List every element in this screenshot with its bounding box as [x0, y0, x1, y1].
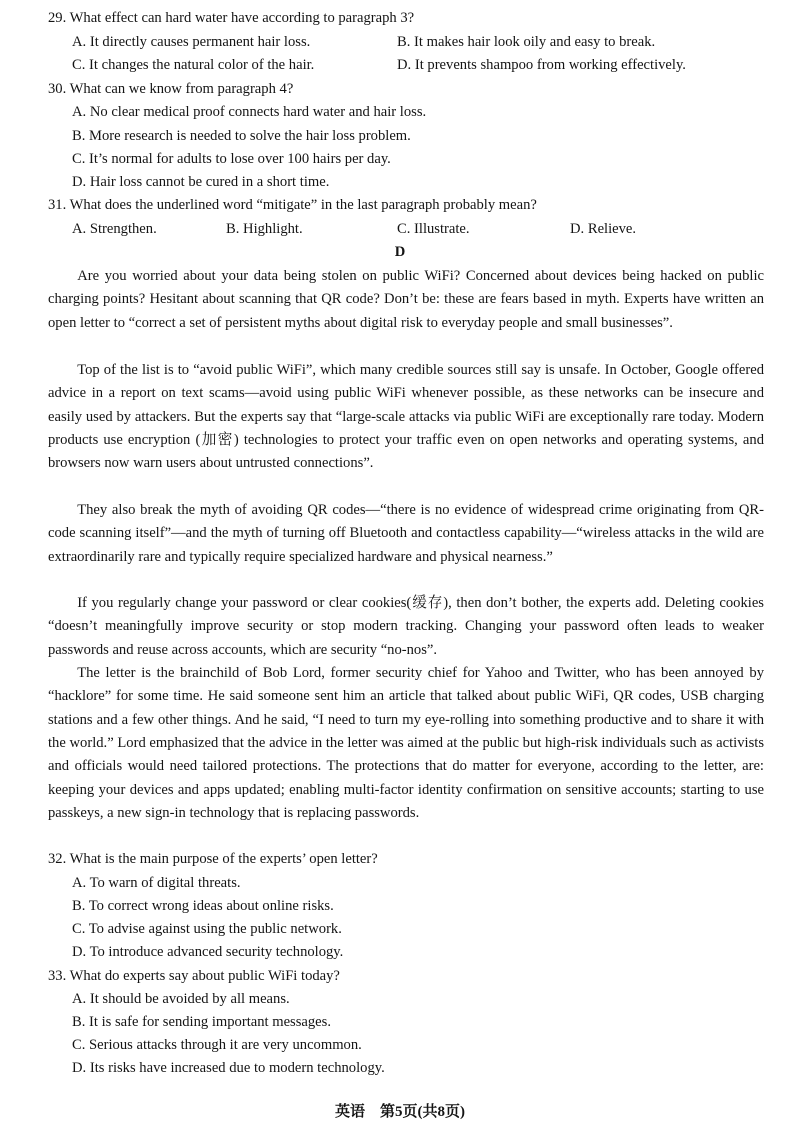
question-33-option-a: A. It should be avoided by all means. [72, 991, 290, 1007]
passage-paragraph-4: If you regularly change your password or clear cookies(缓存), then don’t bother, the experts add. Deleting cookies “doesn’t meaningfully improve security or stop modern tracking. Changing your password often leads to weaker passwords and reuse across accounts, which are security “no-nos”. [48, 595, 764, 658]
question-32-option-a: A. To warn of digital threats. [72, 875, 241, 891]
question-29-option-c: C. It changes the natural color of the hair. [72, 57, 315, 73]
question-31-option-c: C. Illustrate. [397, 221, 470, 237]
question-33-stem: 33. What do experts say about public WiFi today? [48, 968, 340, 984]
passage-paragraph-3: They also break the myth of avoiding QR codes—“there is no evidence of widespread crime originating from QR-code scanning itself”—and the myth of turning off Bluetooth and contactless capability—“wireless attacks in the wild are extraordinarily rare and typically require specialized hardware and physical nearness.” [48, 502, 764, 565]
question-31-option-d: D. Relieve. [570, 221, 637, 237]
question-33-option-c: C. Serious attacks through it are very uncommon. [72, 1037, 362, 1053]
question-31-stem: 31. What does the underlined word “mitigate” in the last paragraph probably mean? [48, 197, 537, 213]
question-29-option-d: D. It prevents shampoo from working effectively. [397, 57, 686, 73]
question-32-option-c: C. To advise against using the public network. [72, 921, 342, 937]
question-32-option-b: B. To correct wrong ideas about online risks. [72, 898, 334, 914]
passage-paragraph-2: Top of the list is to “avoid public WiFi”, which many credible sources still say is unsafe. In October, Google offered advice in a report on text scams—avoid using public WiFi whenever possible, as these networks can be insecure and easily used by attackers. But the experts say that “large-scale attacks via public WiFi are exceptionally rare today. Modern products use encryption (加密) technologies to protect your traffic even on open networks and operating systems, and browsers now warn users about untrusted connections”. [48, 362, 764, 472]
section-heading: D [394, 244, 406, 260]
question-33-option-d: D. Its risks have increased due to modern technology. [72, 1060, 385, 1076]
question-33-option-b: B. It is safe for sending important messages. [72, 1014, 331, 1030]
question-30-option-b: B. More research is needed to solve the hair loss problem. [72, 128, 411, 144]
question-29-option-b: B. It makes hair look oily and easy to break. [397, 34, 656, 50]
question-30-stem: 30. What can we know from paragraph 4? [48, 81, 294, 97]
question-31-option-b: B. Highlight. [226, 221, 303, 237]
question-29-stem: 29. What effect can hard water have according to paragraph 3? [48, 10, 415, 26]
passage-paragraph-1: Are you worried about your data being stolen on public WiFi? Concerned about devices being hacked on public charging points? Hesitant about scanning that QR code? Don’t be: these are fears based in myth. Experts have written an open letter to “correct a set of persistent myths about digital risk to everyday people and small businesses”. [48, 268, 764, 331]
question-30-option-a: A. No clear medical proof connects hard water and hair loss. [72, 104, 427, 120]
page-footer: 英语 第5页(共8页) [335, 1104, 465, 1120]
question-30-option-d: D. Hair loss cannot be cured in a short time. [72, 174, 330, 190]
question-29-option-a: A. It directly causes permanent hair loss. [72, 34, 311, 50]
question-32-stem: 32. What is the main purpose of the experts’ open letter? [48, 851, 378, 867]
question-32-option-d: D. To introduce advanced security technology. [72, 944, 344, 960]
passage-paragraph-5: The letter is the brainchild of Bob Lord, former security chief for Yahoo and Twitter, who has been annoyed by “hacklore” for some time. He said someone sent him an article that talked about public WiFi, QR codes, USB charging stations and a few other things. And he said, “I need to turn my eye-rolling into something productive and to share it with the world.” Lord emphasized that the advice in the letter was aimed at the public but high-risk individuals such as activists and officials would need tailored protections. The protections that do matter for everyone, according to the letter, are: keeping your devices and apps updated; enabling multi-factor identity confirmation on sensitive accounts; starting to use passkeys, a new sign-in technology that is replacing passwords. [48, 665, 764, 822]
question-31-option-a: A. Strengthen. [72, 221, 157, 237]
question-30-option-c: C. It’s normal for adults to lose over 100 hairs per day. [72, 151, 391, 167]
